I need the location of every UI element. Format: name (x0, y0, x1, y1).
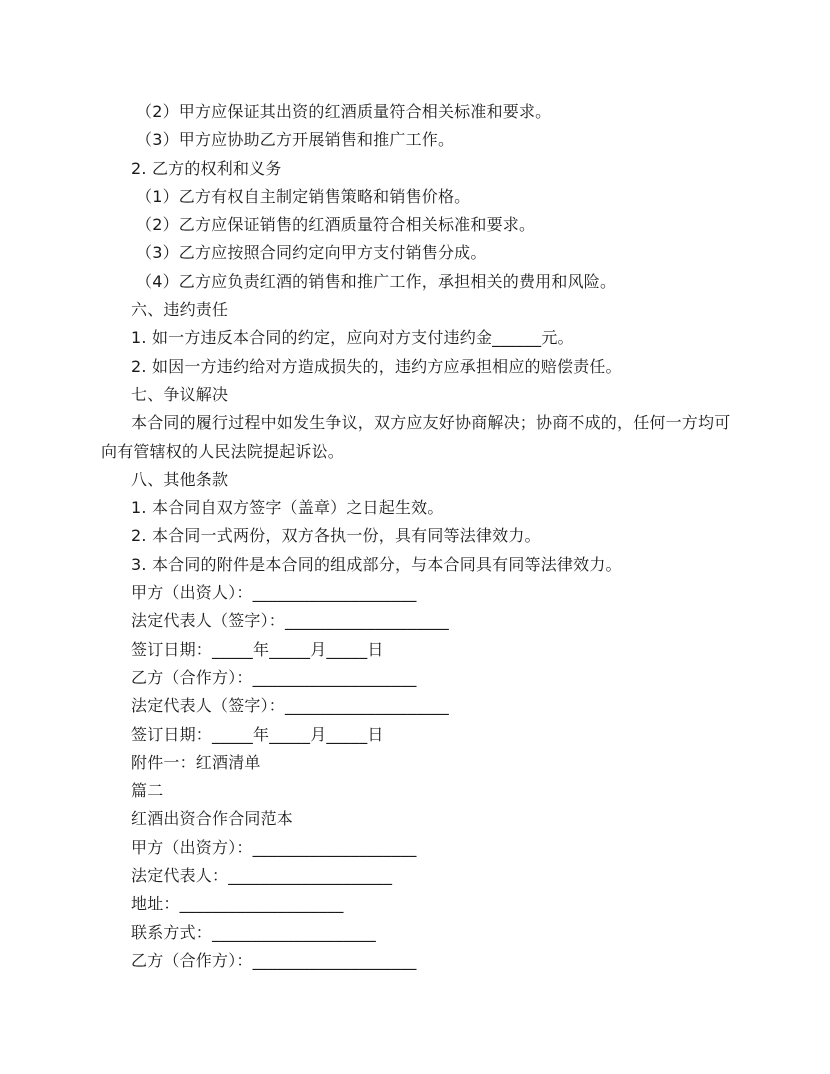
clause-breach-2: 2. 如因一方违约给对方造成损失的，违约方应承担相应的赔偿责任。 (131, 356, 622, 376)
signature-party-b: 乙方（合作方）：____________________ (131, 667, 417, 687)
dispute-paragraph-line-1: 本合同的履行过程中如发生争议，双方应友好协商解决；协商不成的，任何一方均可 (131, 413, 731, 433)
document-body (0, 98, 830, 975)
signature-legal-rep-a: 法定代表人（签字）：____________________ (131, 611, 450, 631)
clause-party-b-4: （4）乙方应负责红酒的销售和推广工作，承担相关的费用和风险。 (136, 271, 617, 291)
heading-other-terms: 八、其他条款 (131, 469, 229, 489)
clause-breach-1: 1. 如一方违反本合同的约定，应向对方支付违约金______元。 (131, 328, 574, 348)
clause-other-2: 2. 本合同一式两份，双方各执一份，具有同等法律效力。 (131, 526, 541, 546)
section-party-b-rights: 2. 乙方的权利和义务 (131, 158, 282, 178)
attachment-label: 附件一：红酒清单 (131, 752, 261, 772)
part-two-heading: 篇二 (131, 781, 164, 801)
clause-party-b-3: （3）乙方应按照合同约定向甲方支付销售分成。 (136, 243, 487, 263)
signature-legal-rep-b: 法定代表人（签字）：____________________ (131, 696, 450, 716)
heading-dispute-resolution: 七、争议解决 (131, 384, 229, 404)
clause-other-3: 3. 本合同的附件是本合同的组成部分，与本合同具有同等法律效力。 (131, 554, 622, 574)
signature-date-a: 签订日期：_____年_____月_____日 (131, 639, 384, 659)
field-legal-rep: 法定代表人：____________________ (131, 866, 393, 886)
clause-party-a-2: （2）甲方应保证其出资的红酒质量符合相关标准和要求。 (136, 102, 552, 121)
contract-title: 红酒出资合作合同范本 (131, 809, 294, 829)
signature-party-a: 甲方（出资人）：____________________ (131, 583, 417, 603)
field-party-b: 乙方（合作方）：____________________ (131, 950, 417, 970)
clause-other-1: 1. 本合同自双方签字（盖章）之日起生效。 (131, 498, 444, 518)
signature-date-b: 签订日期：_____年_____月_____日 (131, 724, 384, 744)
clause-party-b-1: （1）乙方有权自主制定销售策略和销售价格。 (136, 186, 471, 206)
dispute-paragraph-line-2: 向有管辖权的人民法院提起诉讼。 (101, 441, 345, 461)
field-party-a: 甲方（出资方）：____________________ (131, 837, 417, 857)
clause-party-a-3: （3）甲方应协助乙方开展销售和推广工作。 (136, 130, 455, 150)
field-address: 地址：____________________ (131, 894, 344, 914)
heading-breach-liability: 六、违约责任 (131, 300, 229, 320)
clause-party-b-2: （2）乙方应保证销售的红酒质量符合相关标准和要求。 (136, 215, 536, 235)
field-contact: 联系方式：____________________ (131, 922, 377, 942)
